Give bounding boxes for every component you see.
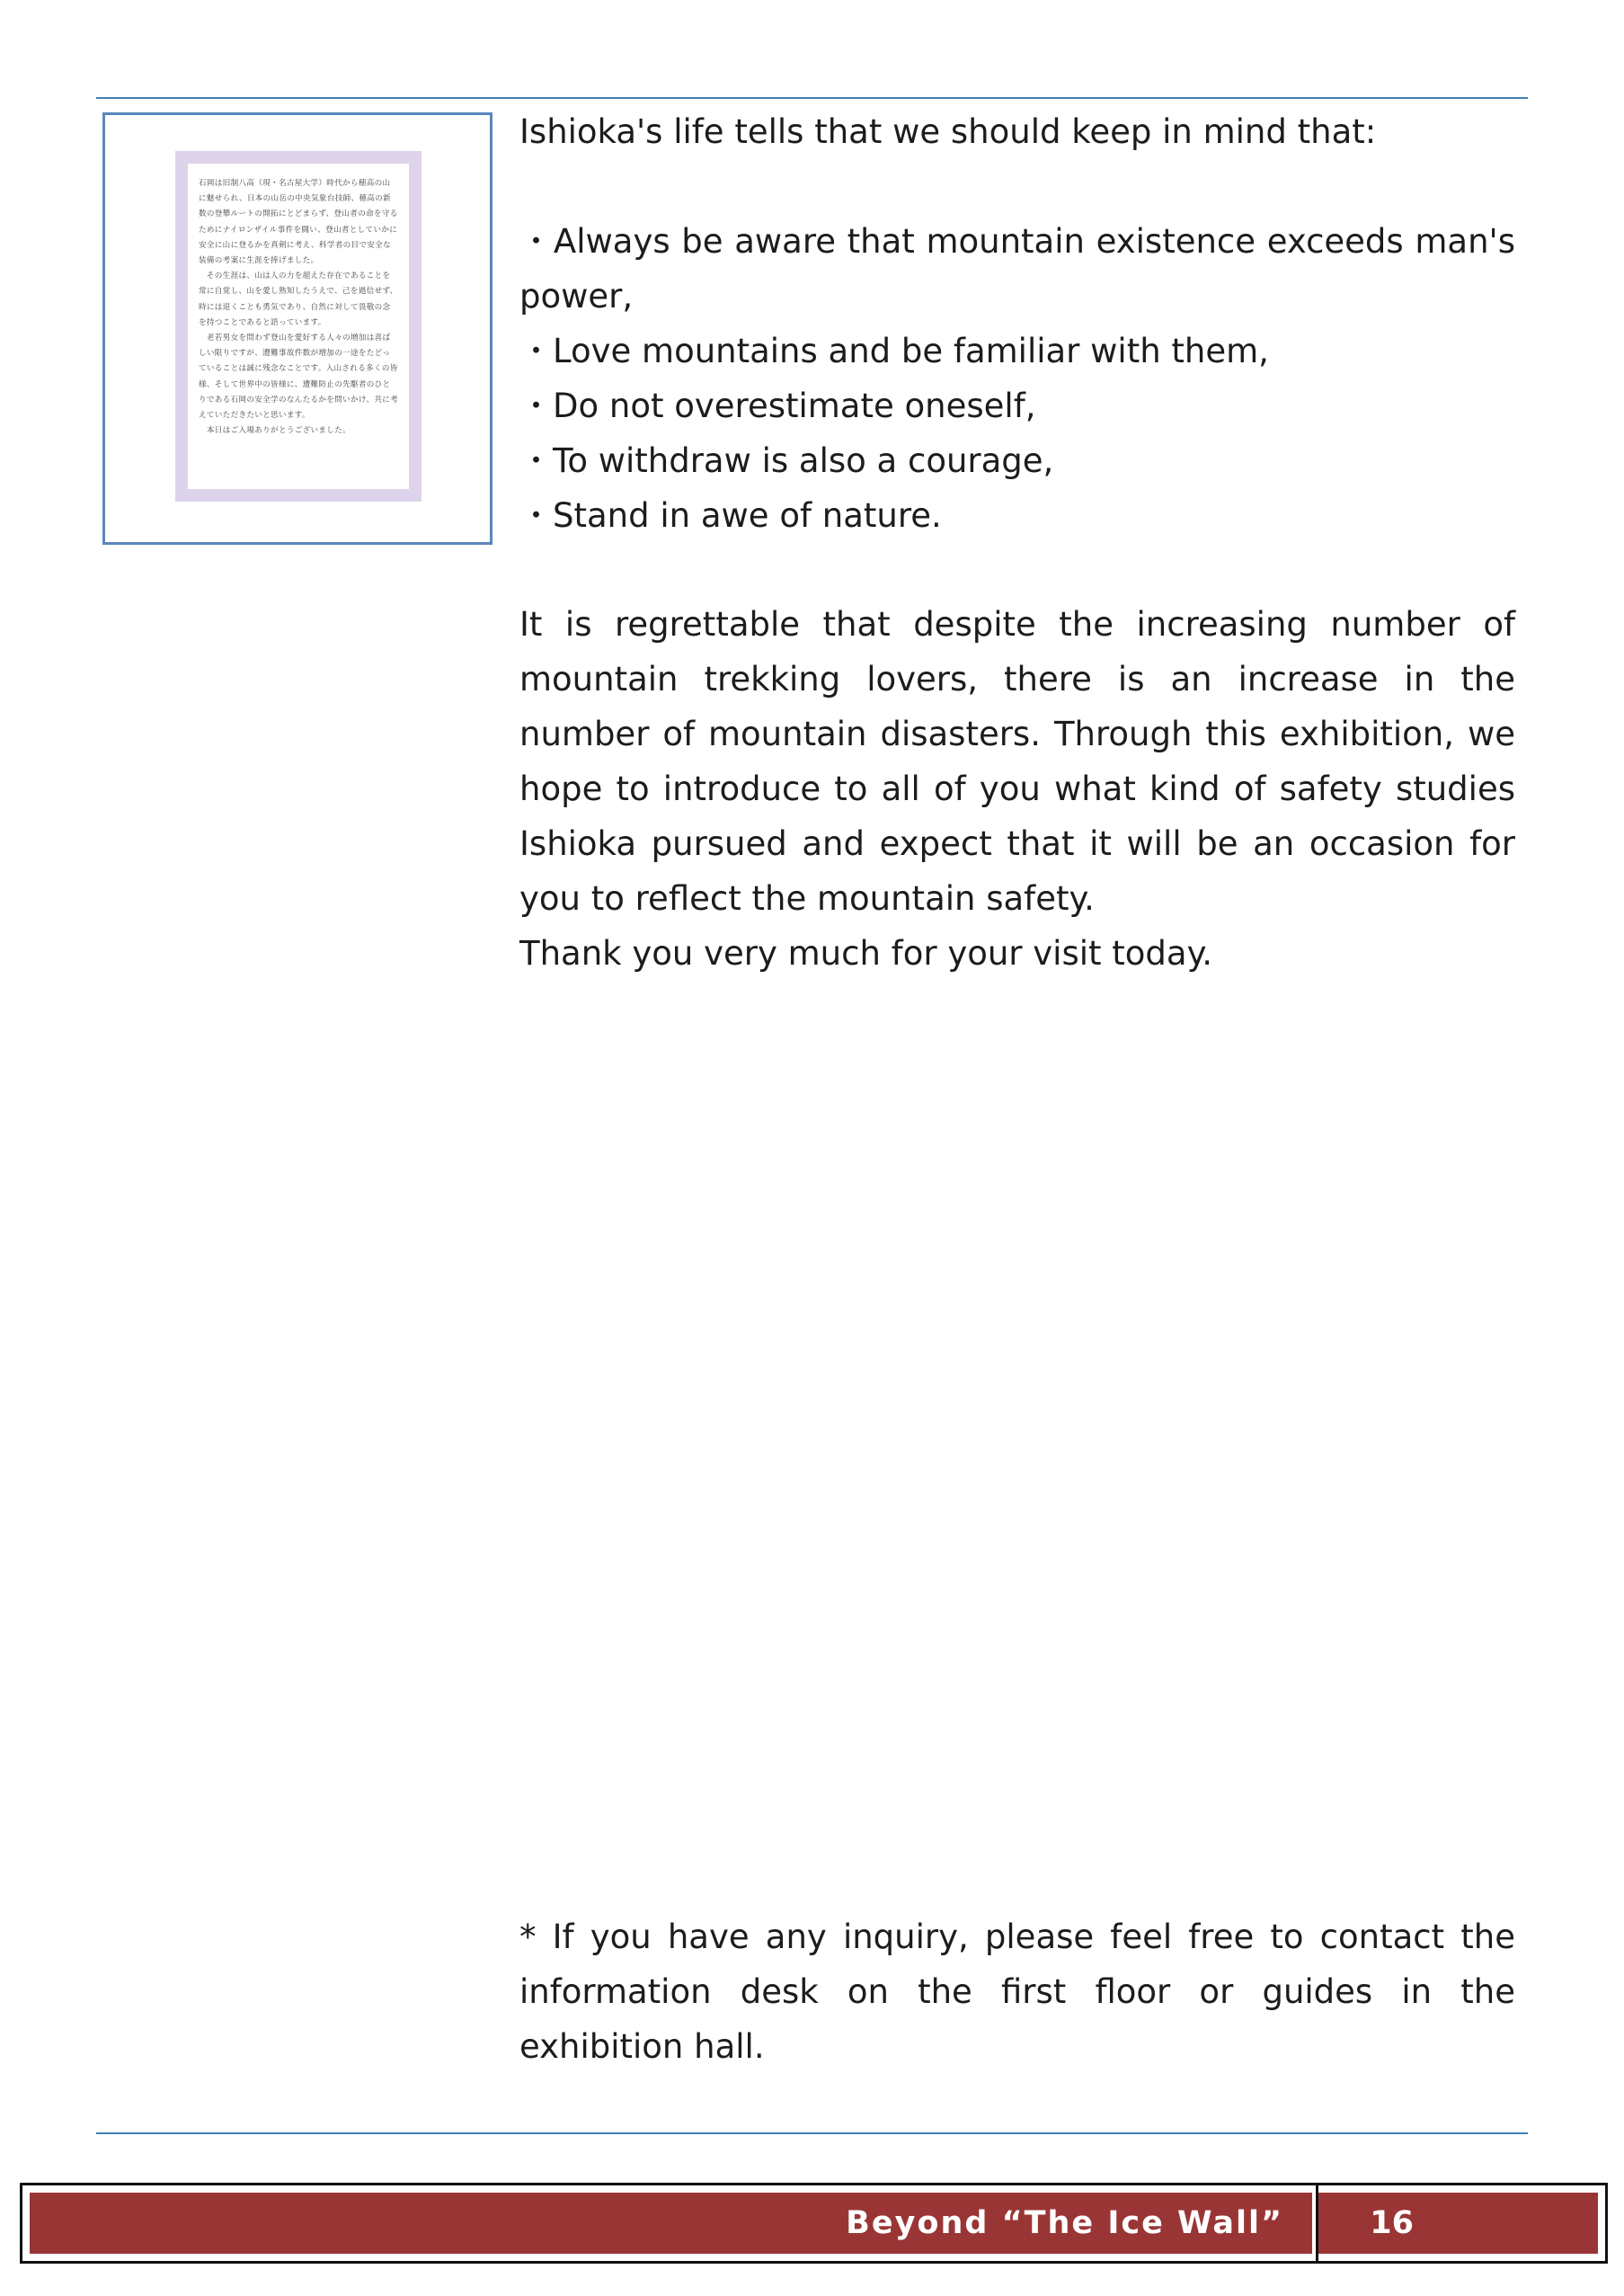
body-paragraph-text: It is regrettable that despite the increasing number of mountain trekking lovers, there is an increase in the number of mountain disasters. Through this exhibition, we hope to introduce to all of you what kind of safety studies Ishioka pursued and expect that it will be an occasion for you to reflect the mountain safety. — [519, 605, 1515, 918]
bottom-rule — [96, 2132, 1528, 2134]
page-number: 16 — [1370, 2205, 1414, 2241]
bullet-item: ・Stand in awe of nature. — [519, 496, 942, 535]
inquiry-note: * If you have any inquiry, please feel free to contact the information desk on the first floor or guides in the exhibition hall. — [519, 1918, 1515, 2066]
japanese-text-panel — [175, 151, 422, 502]
bullet-item: ・Always be aware that mountain existence exceeds man's power, — [519, 222, 1515, 316]
intro-text: Ishioka's life tells that we should keep in mind that: — [519, 112, 1377, 151]
japanese-panel-text: 石岡は旧制八高（現・名古屋大学）時代から穂高の山に魅せられ、日本の山岳の中央気象台技師、穂高の新数の登攀ルートの開拓にとどまらず、登山者の命を守るためにナイロンザイル事件を闘い、登山者としていかに安全に山に登るかを真剣に考え、科学者の目で安全な装備の考案に生涯を捧げました。 その生涯は、山は人の力を超えた存在であることを常に自覚し、山を愛し熟知したうえで、己を過信せず、時には退くことも勇気であり、自然に対して畏敬の念を持つことであると語っています。 老若男女を問わず登山を愛好する人々の増加は喜ばしい限りですが、遭難事故件数が増加の一途をたどっていることは誠に残念なことです。入山される多くの皆様、そして世界中の皆様に、遭難防止の先駆者のひとりである石岡の安全学のなんたるかを問いかけ、共に考えていただきたいと思います。 本日はご入場ありがとうございました。 — [199, 179, 399, 436]
exhibit-panel-thumbnail — [102, 112, 493, 545]
top-rule — [96, 97, 1528, 99]
bullet-list — [519, 214, 1515, 543]
footer-bar — [30, 2193, 1598, 2254]
bullet-item: ・To withdraw is also a courage, — [519, 441, 1054, 480]
footer-divider-line — [1316, 2185, 1318, 2261]
body-paragraph — [519, 597, 1515, 981]
bullet-item: ・Do not overestimate oneself, — [519, 387, 1036, 425]
thanks-text: Thank you very much for your visit today. — [519, 934, 1212, 973]
footer-title: Beyond “The Ice Wall” — [846, 2205, 1283, 2241]
footer — [20, 2183, 1608, 2264]
bullet-item: ・Love mountains and be familiar with them, — [519, 332, 1269, 370]
